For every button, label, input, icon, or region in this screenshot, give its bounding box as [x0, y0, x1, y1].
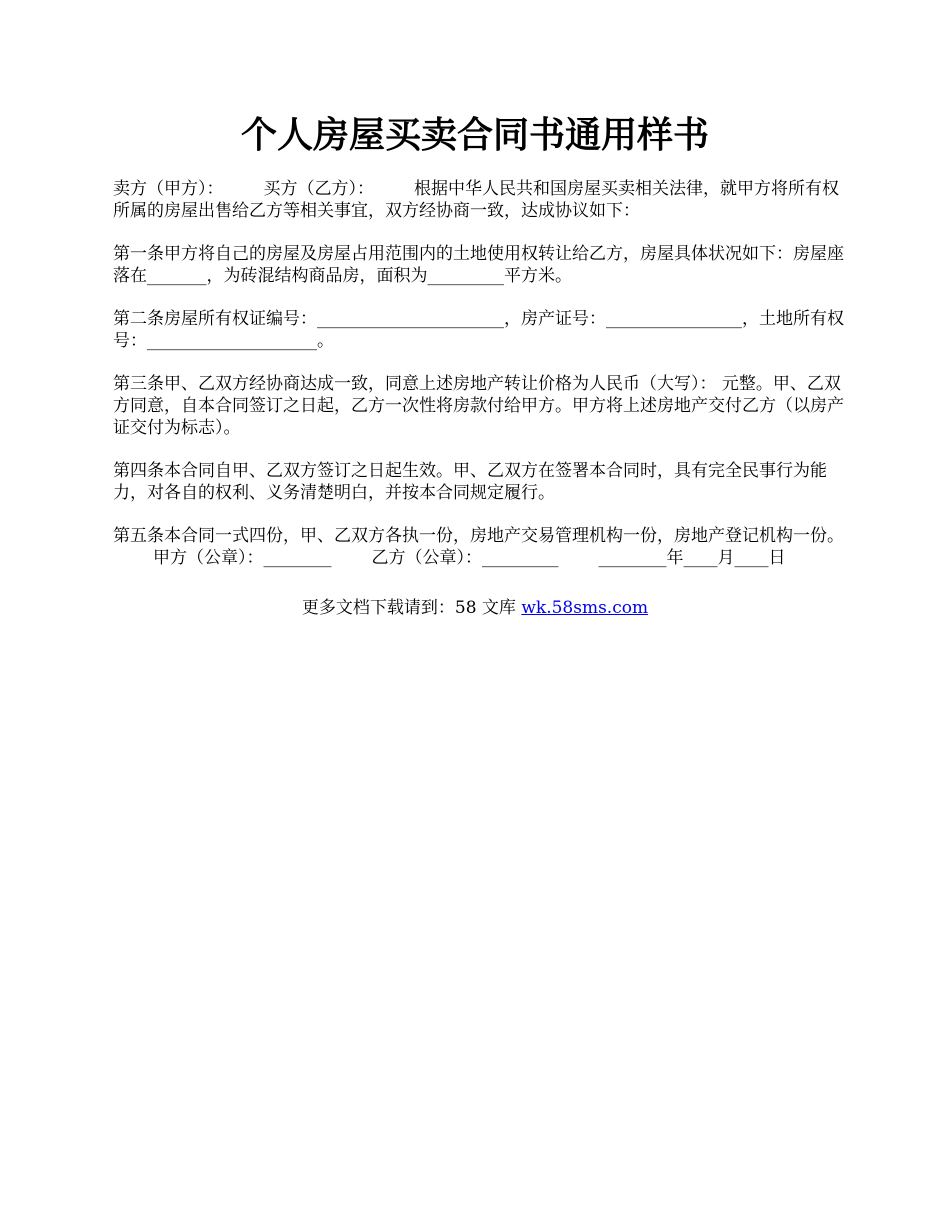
- footer: [0, 596, 950, 620]
- intro-text: 根据中华人民共和国房屋买卖相关法律，就甲方将所有权所属的房屋出售给乙方等相关事宜，双方经协商一致，达成协议如下：: [113, 179, 839, 221]
- article-4: 第四条本合同自甲、乙双方签订之日起生效。甲、乙双方在签署本合同时，具有完全民事行为能力，对各自的权利、义务清楚明白，并按本合同规定履行。: [113, 461, 827, 503]
- buyer-label: 买方（乙方）：: [263, 179, 374, 199]
- seller-label: 卖方（甲方）：: [113, 179, 224, 199]
- party-a-seal: 甲方（公章）：________: [153, 548, 332, 568]
- footer-link[interactable]: wk.58sms.com: [521, 598, 649, 618]
- footer-label: 更多文档下载请到：58 文库: [301, 598, 522, 618]
- article-3: 第三条甲、乙双方经协商达成一致，同意上述房地产转让价格为人民币（大写）： 元整。甲、乙双方同意，自本合同签订之日起，乙方一次性将房款付给甲方。甲方将上述房地产交付乙方（以房产证交付为标志）。: [113, 374, 844, 438]
- article-5-text: 第五条本合同一式四份，甲、乙双方各执一份，房地产交易管理机构一份，房地产登记机构一份。: [113, 526, 844, 546]
- article-5: [113, 525, 853, 569]
- signing-date: ________年____月____日: [598, 548, 786, 568]
- document-body: [113, 178, 853, 590]
- article-1: 第一条甲方将自己的房屋及房屋占用范围内的土地使用权转让给乙方，房屋具体状况如下：房屋座落在_______，为砖混结构商品房，面积为_________平方米。: [113, 244, 844, 286]
- party-b-seal: 乙方（公章）：_________: [371, 548, 559, 568]
- intro-paragraph: [113, 178, 853, 222]
- article-2: 第二条房屋所有权证编号：______________________，房产证号：________________，土地所有权号：____________________。: [113, 309, 844, 351]
- document-title: 个人房屋买卖合同书通用样书: [240, 114, 709, 156]
